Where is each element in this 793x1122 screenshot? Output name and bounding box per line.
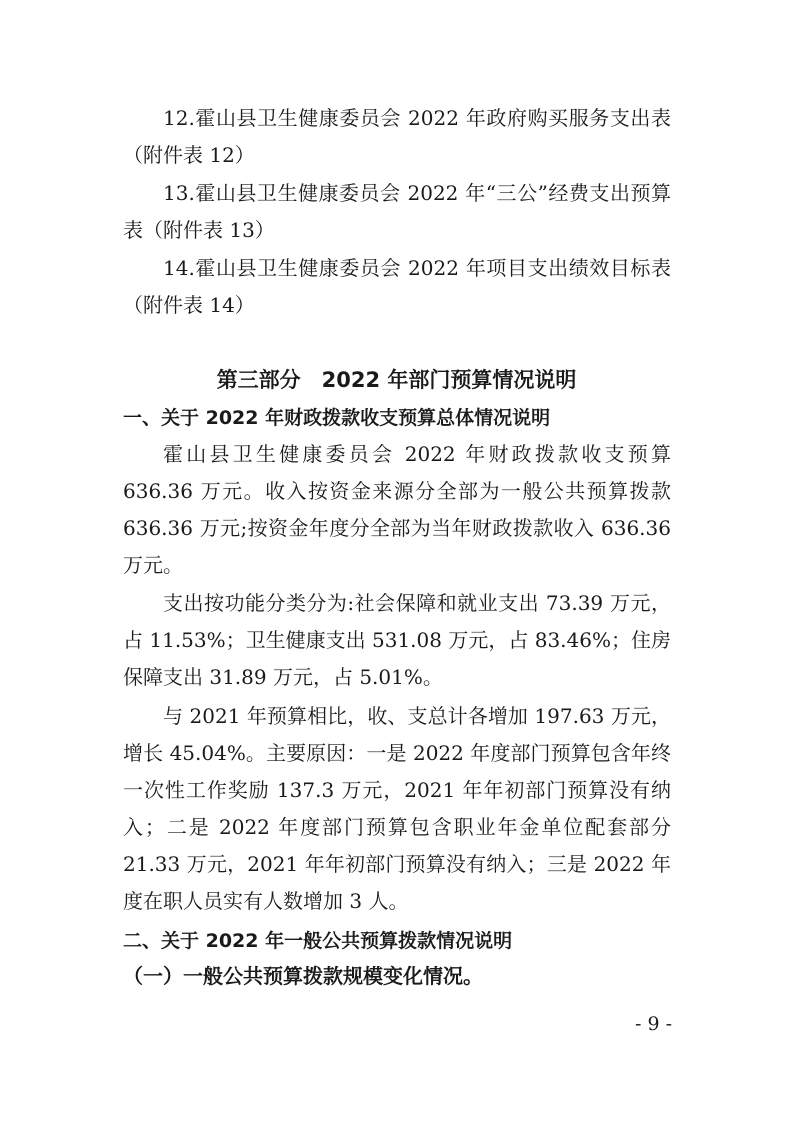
page-number: - 9 - (634, 1013, 672, 1035)
subsection-1-heading: 一、关于 2022 年财政拨款收支预算总体情况说明 (123, 407, 551, 429)
list-item-12: 12.霍山县卫生健康委员会 2022 年政府购买服务支出表（附件表 12） (123, 106, 671, 167)
subsection-2-heading: 二、关于 2022 年一般公共预算拨款情况说明 (123, 930, 513, 952)
subsection-2-subheading: （一）一般公共预算拨款规模变化情况。 (123, 964, 483, 988)
paragraph-year-comparison: 与 2021 年预算相比，收、支总计各增加 197.63 万元，增长 45.04%。主要原因：一是 2022 年度部门预算包含年终一次性工作奖励 137.3 万元，2021 年年初部门预算没有纳入；二是 2022 年度部门预算包含职业年金单位配套部分 21.33 万元，2021 年年初部门预算没有纳入；三是 2022 年度在职人员实有人数增加 3 人。 (123, 704, 671, 913)
list-item-13: 13.霍山县卫生健康委员会 2022 年“三公”经费支出预算表（附件表 13） (123, 181, 671, 242)
section-title: 第三部分 2022 年部门预算情况说明 (216, 368, 577, 392)
paragraph-expense-breakdown: 支出按功能分类分为:社会保障和就业支出 73.39 万元，占 11.53%；卫生健康支出 531.08 万元，占 83.46%；住房保障支出 31.89 万元，占 5.01%。 (123, 591, 671, 689)
list-item-14: 14.霍山县卫生健康委员会 2022 年项目支出绩效目标表（附件表 14） (123, 256, 671, 317)
paragraph-budget-total: 霍山县卫生健康委员会 2022 年财政拨款收支预算 636.36 万元。收入按资金来源分全部为一般公共预算拨款 636.36 万元;按资金年度分全部为当年财政拨款收入 636.36 万元。 (123, 442, 671, 577)
